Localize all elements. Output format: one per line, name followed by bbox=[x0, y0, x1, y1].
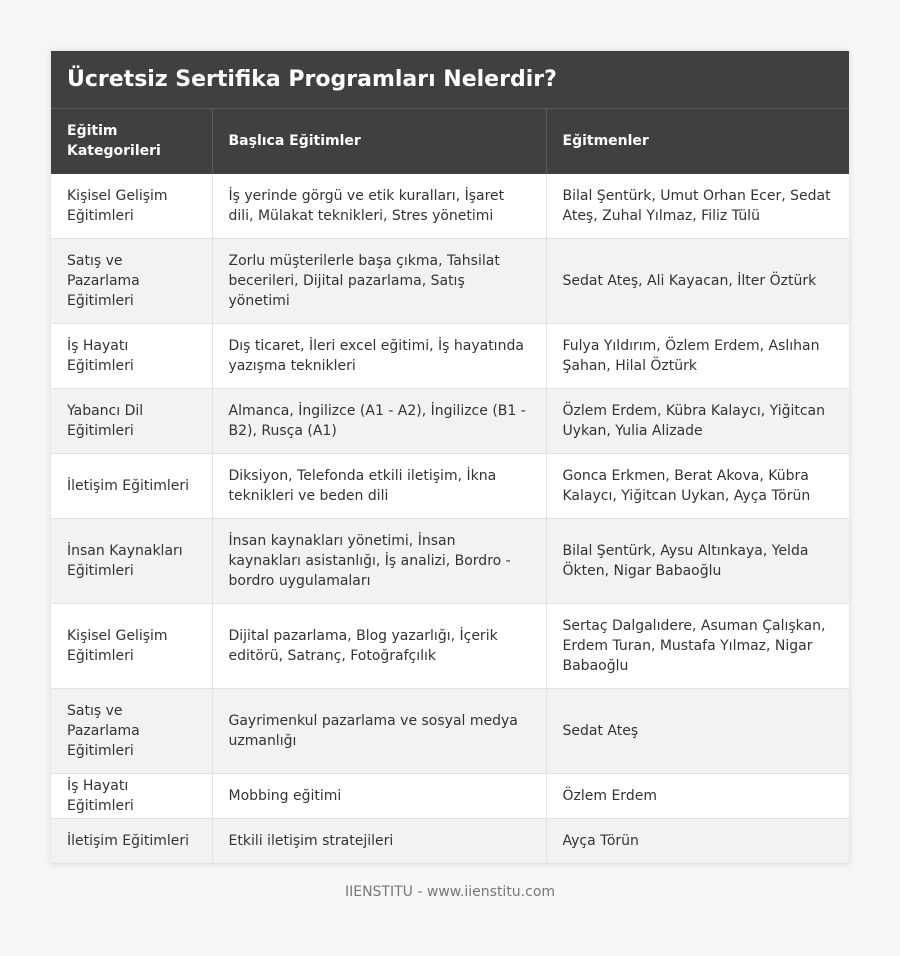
cell-category: Kişisel Gelişim Eğitimleri bbox=[51, 604, 212, 689]
table-row bbox=[51, 689, 849, 774]
cell-category: İletişim Eğitimleri bbox=[51, 819, 212, 864]
cell-instructors: Özlem Erdem bbox=[546, 774, 849, 819]
header-row bbox=[51, 109, 849, 174]
cell-instructors: Ayça Törün bbox=[546, 819, 849, 864]
certificate-table bbox=[51, 108, 849, 864]
cell-instructors: Bilal Şentürk, Umut Orhan Ecer, Sedat Ateş, Zuhal Yılmaz, Filiz Tülü bbox=[546, 174, 849, 239]
cell-category: İnsan Kaynakları Eğitimleri bbox=[51, 519, 212, 604]
cell-courses: Dış ticaret, İleri excel eğitimi, İş hayatında yazışma teknikleri bbox=[212, 324, 546, 389]
cell-category: İş Hayatı Eğitimleri bbox=[51, 324, 212, 389]
cell-instructors: Gonca Erkmen, Berat Akova, Kübra Kalaycı, Yiğitcan Uykan, Ayça Törün bbox=[546, 454, 849, 519]
cell-courses: Diksiyon, Telefonda etkili iletişim, İkna teknikleri ve beden dili bbox=[212, 454, 546, 519]
cell-instructors: Sedat Ateş, Ali Kayacan, İlter Öztürk bbox=[546, 239, 849, 324]
cell-instructors: Bilal Şentürk, Aysu Altınkaya, Yelda Ökten, Nigar Babaoğlu bbox=[546, 519, 849, 604]
table-row bbox=[51, 239, 849, 324]
table-row bbox=[51, 389, 849, 454]
cell-courses: Dijital pazarlama, Blog yazarlığı, İçerik editörü, Satranç, Fotoğrafçılık bbox=[212, 604, 546, 689]
cell-category: Satış ve Pazarlama Eğitimleri bbox=[51, 689, 212, 774]
cell-category: Satış ve Pazarlama Eğitimleri bbox=[51, 239, 212, 324]
column-header-category: Eğitim Kategorileri bbox=[51, 109, 212, 174]
cell-instructors: Özlem Erdem, Kübra Kalaycı, Yiğitcan Uykan, Yulia Alizade bbox=[546, 389, 849, 454]
column-header-courses: Başlıca Eğitimler bbox=[212, 109, 546, 174]
cell-instructors: Sertaç Dalgalıdere, Asuman Çalışkan, Erdem Turan, Mustafa Yılmaz, Nigar Babaoğlu bbox=[546, 604, 849, 689]
cell-courses: Etkili iletişim stratejileri bbox=[212, 819, 546, 864]
cell-courses: Mobbing eğitimi bbox=[212, 774, 546, 819]
cell-courses: Almanca, İngilizce (A1 - A2), İngilizce (B1 - B2), Rusça (A1) bbox=[212, 389, 546, 454]
table-row bbox=[51, 604, 849, 689]
cell-category: Kişisel Gelişim Eğitimleri bbox=[51, 174, 212, 239]
column-header-instructors: Eğitmenler bbox=[546, 109, 849, 174]
table-row bbox=[51, 324, 849, 389]
table-row bbox=[51, 174, 849, 239]
cell-courses: İnsan kaynakları yönetimi, İnsan kaynakları asistanlığı, İş analizi, Bordro - bordro uygulamaları bbox=[212, 519, 546, 604]
cell-courses: İş yerinde görgü ve etik kuralları, İşaret dili, Mülakat teknikleri, Stres yönetimi bbox=[212, 174, 546, 239]
cell-category: İş Hayatı Eğitimleri bbox=[51, 774, 212, 819]
table-row bbox=[51, 774, 849, 819]
cell-courses: Zorlu müşterilerle başa çıkma, Tahsilat becerileri, Dijital pazarlama, Satış yönetimi bbox=[212, 239, 546, 324]
cell-category: İletişim Eğitimleri bbox=[51, 454, 212, 519]
table-row bbox=[51, 819, 849, 864]
cell-instructors: Fulya Yıldırım, Özlem Erdem, Aslıhan Şahan, Hilal Öztürk bbox=[546, 324, 849, 389]
table-row bbox=[51, 454, 849, 519]
cell-instructors: Sedat Ateş bbox=[546, 689, 849, 774]
table-title: Ücretsiz Sertifika Programları Nelerdir? bbox=[51, 51, 849, 108]
table-row bbox=[51, 519, 849, 604]
cell-courses: Gayrimenkul pazarlama ve sosyal medya uzmanlığı bbox=[212, 689, 546, 774]
certificate-table-card bbox=[51, 51, 849, 864]
cell-category: Yabancı Dil Eğitimleri bbox=[51, 389, 212, 454]
footer-credit: IIENSTITU - www.iienstitu.com bbox=[344, 884, 556, 900]
